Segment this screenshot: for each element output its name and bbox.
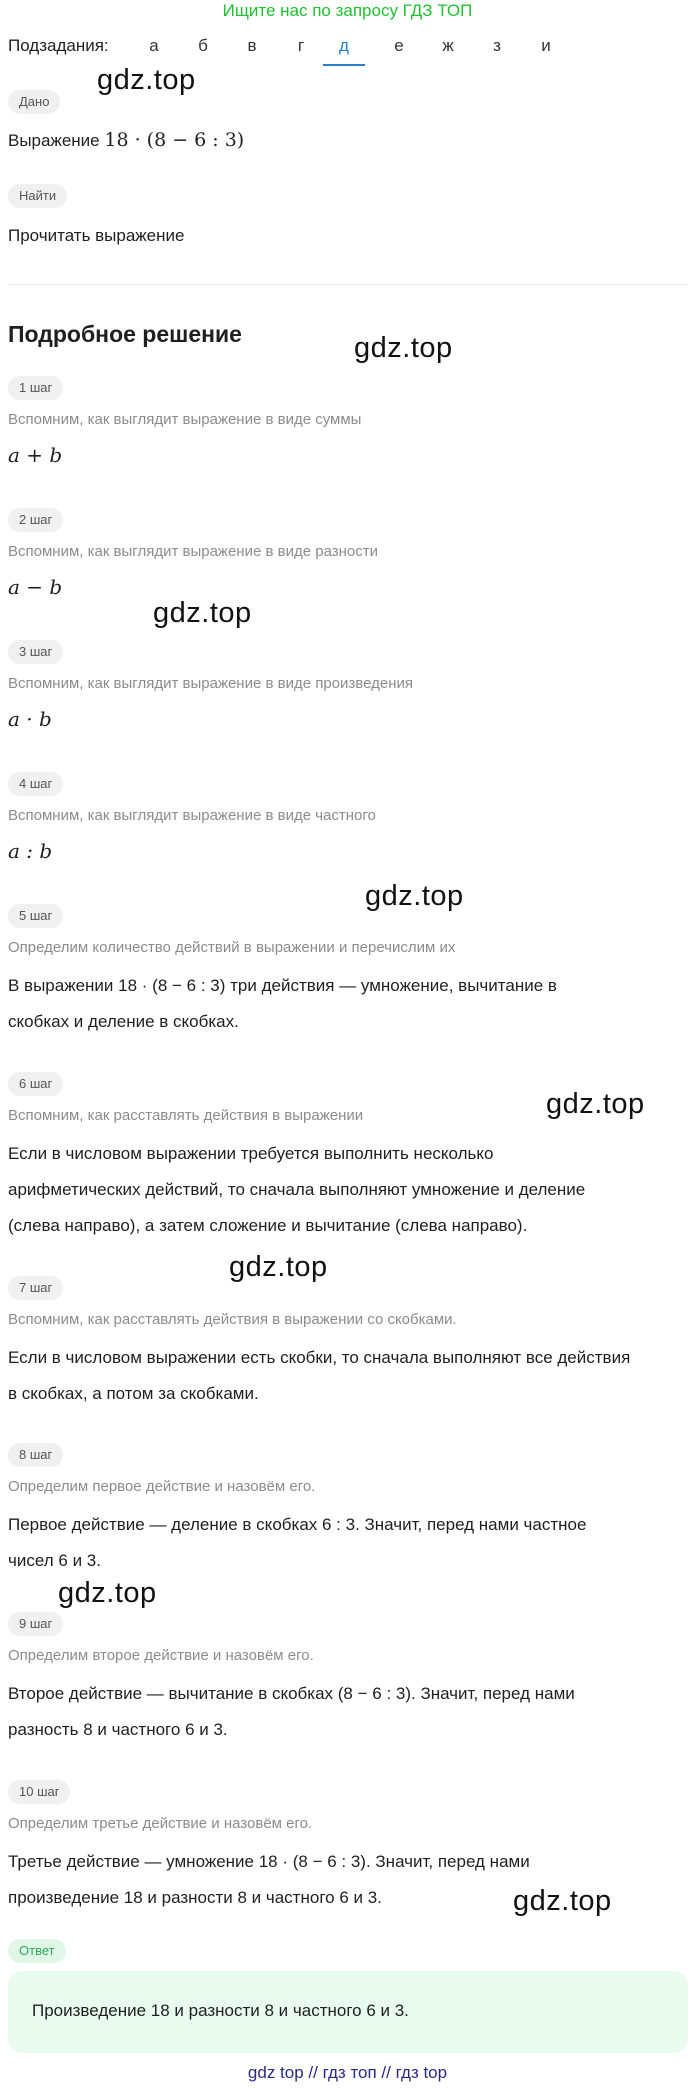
- step-badge: 8 шаг: [8, 1443, 63, 1467]
- watermark: gdz.top: [97, 64, 196, 96]
- step-hint: Вспомним, как выглядит выражение в виде разности: [8, 543, 378, 560]
- step-math: a + b: [8, 443, 63, 467]
- step-text-line: в скобках, а потом за скобками.: [8, 1384, 259, 1403]
- answer-badge: Ответ: [8, 1939, 66, 1963]
- find-badge: Найти: [8, 184, 67, 208]
- step-text-line: произведение 18 и разности 8 и частного 6 и 3.: [8, 1888, 382, 1907]
- step-text-line: разность 8 и частного 6 и 3.: [8, 1720, 228, 1739]
- step-badge: 9 шаг: [8, 1612, 63, 1636]
- top-search-link[interactable]: Ищите нас по запросу ГДЗ ТОП: [222, 1, 473, 20]
- step-badge: 10 шаг: [8, 1780, 70, 1804]
- tab-zh[interactable]: ж: [442, 36, 454, 55]
- given-prefix: Выражение: [8, 131, 105, 150]
- step-text-line: чисел 6 и 3.: [8, 1551, 101, 1570]
- step-hint: Определим второе действие и назовём его.: [8, 1647, 314, 1664]
- step-text-line: Если в числовом выражении требуется выполнить несколько: [8, 1144, 494, 1163]
- step-text-line: скобках и деление в скобках.: [8, 1012, 239, 1031]
- tab-i[interactable]: и: [541, 36, 551, 55]
- watermark: gdz.top: [546, 1088, 645, 1120]
- tab-z[interactable]: з: [493, 36, 501, 55]
- step-hint: Вспомним, как выглядит выражение в виде произведения: [8, 675, 413, 692]
- watermark: gdz.top: [153, 597, 252, 629]
- step-text-line: Если в числовом выражении есть скобки, то сначала выполняют все действия: [8, 1348, 631, 1367]
- step-badge: 4 шаг: [8, 772, 63, 796]
- find-text: Прочитать выражение: [8, 226, 185, 245]
- tab-v[interactable]: в: [247, 36, 257, 55]
- tab-b[interactable]: б: [198, 36, 208, 55]
- step-text-line: В выражении 18 · (8 − 6 : 3) три действия — умножение, вычитание в: [8, 976, 557, 995]
- watermark: gdz.top: [58, 1577, 157, 1609]
- step-badge: 3 шаг: [8, 640, 63, 664]
- watermark: gdz.top: [365, 880, 464, 912]
- tab-g[interactable]: г: [297, 36, 305, 55]
- answer-text: Произведение 18 и разности 8 и частного 6 и 3.: [32, 2001, 409, 2020]
- answer-box: [8, 1971, 688, 2053]
- tab-e[interactable]: е: [394, 36, 404, 55]
- step-math: a : b: [8, 839, 53, 863]
- step-badge: 7 шаг: [8, 1276, 63, 1300]
- step-text-line: арифметических действий, то сначала выполняют умножение и деление: [8, 1180, 586, 1199]
- step-text-line: Первое действие — деление в скобках 6 : 3. Значит, перед нами частное: [8, 1515, 587, 1534]
- step-badge: 2 шаг: [8, 508, 63, 532]
- tab-d[interactable]: д: [323, 34, 365, 66]
- step-text-line: (слева направо), а затем сложение и вычитание (слева направо).: [8, 1216, 528, 1235]
- subtask-tabs: [8, 34, 688, 68]
- step-math: a · b: [8, 707, 52, 731]
- solution-heading: Подробное решение: [8, 321, 242, 347]
- footer-links[interactable]: gdz top // гдз топ // гдз top: [247, 2063, 448, 2082]
- step-hint: Определим количество действий в выражении и перечислим их: [8, 939, 456, 956]
- given-expression: 18 · (8 − 6 : 3): [104, 129, 245, 151]
- section-divider: [8, 284, 688, 285]
- step-text-line: Третье действие — умножение 18 · (8 − 6 : 3). Значит, перед нами: [8, 1852, 530, 1871]
- given-badge: Дано: [8, 90, 60, 114]
- subtasks-label: Подзадания:: [8, 36, 109, 55]
- tab-a[interactable]: а: [149, 36, 159, 55]
- watermark: gdz.top: [513, 1885, 612, 1917]
- step-math: a − b: [8, 575, 63, 599]
- step-hint: Вспомним, как выглядит выражение в виде суммы: [8, 411, 362, 428]
- step-hint: Вспомним, как расставлять действия в выражении со скобками.: [8, 1311, 457, 1328]
- step-badge: 5 шаг: [8, 904, 63, 928]
- step-hint: Вспомним, как выглядит выражение в виде частного: [8, 807, 376, 824]
- step-badge: 1 шаг: [8, 376, 63, 400]
- step-hint: Определим третье действие и назовём его.: [8, 1815, 313, 1832]
- given-text: [8, 122, 688, 159]
- step-text-line: Второе действие — вычитание в скобках (8 − 6 : 3). Значит, перед нами: [8, 1684, 575, 1703]
- step-hint: Вспомним, как расставлять действия в выражении: [8, 1107, 364, 1124]
- step-hint: Определим первое действие и назовём его.: [8, 1478, 316, 1495]
- step-badge: 6 шаг: [8, 1072, 63, 1096]
- watermark: gdz.top: [354, 332, 453, 364]
- watermark: gdz.top: [229, 1251, 328, 1283]
